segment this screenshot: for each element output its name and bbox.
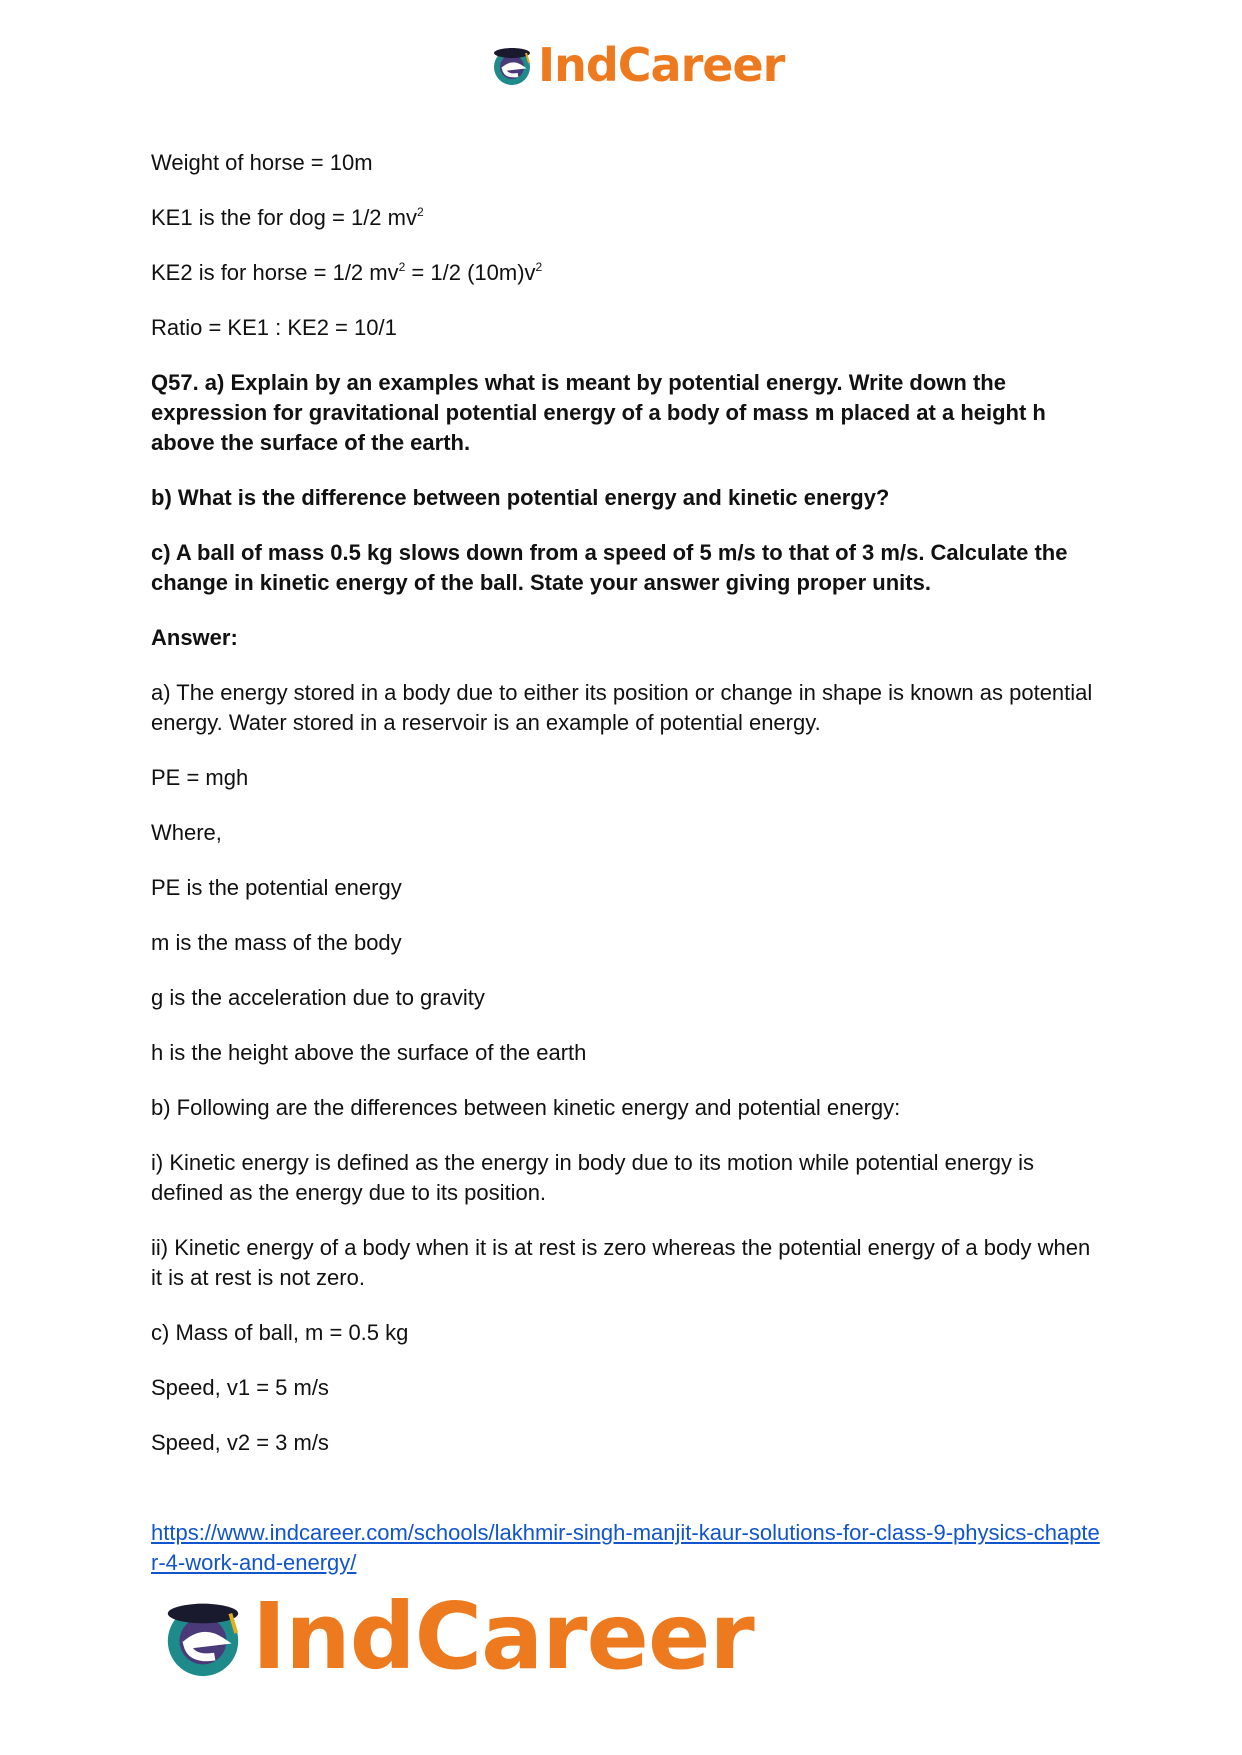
question-part-a: Q57. a) Explain by an examples what is meant by potential energy. Write down the expression for gravitational potential energy of a body of mass m placed at a height h above the surface of the earth. (151, 370, 1046, 455)
header-logo (490, 36, 784, 94)
definition-item: m is the mass of the body (151, 930, 402, 955)
definition-item: g is the acceleration due to gravity (151, 985, 485, 1010)
footer-logo-text: IndCareer (252, 1583, 754, 1690)
definition-item: h is the height above the surface of the earth (151, 1040, 587, 1065)
answer-where: Where, (151, 820, 222, 845)
ke1-line: KE1 is the for dog = 1/2 $mv^2$ (151, 205, 424, 230)
ke2-line: KE2 is for horse = 1/2 $mv^2 = 1/2$ $(10m)v^2$ (151, 260, 543, 285)
answer-a-intro: a) The energy stored in a body due to either its position or change in shape is known as potential energy. Water stored in a reservoir is an example of potential energy. (151, 680, 1093, 735)
answer-c-line: c) Mass of ball, m = 0.5 kg (151, 1320, 409, 1345)
answer-heading: Answer: (151, 625, 238, 650)
answer-b-intro: b) Following are the differences between kinetic energy and potential energy: (151, 1095, 901, 1120)
question-part-b: b) What is the difference between potential energy and kinetic energy? (151, 485, 890, 510)
answer-formula: PE = mgh (151, 765, 249, 790)
definition-item: PE is the potential energy (151, 875, 402, 900)
difference-point: i) Kinetic energy is defined as the energy in body due to its motion while potential energy is defined as the energy due to its position. (151, 1150, 1034, 1205)
horse-weight-line: Weight of horse = 10m (151, 150, 373, 175)
graduation-cap-books-e-icon (490, 43, 534, 87)
source-link[interactable]: https://www.indcareer.com/schools/lakhmir-singh-manjit-kaur-solutions-for-class-9-physics-chapter-4-work-and-energy/ (151, 1520, 1100, 1575)
footer-logo (160, 1582, 754, 1692)
document-body (151, 148, 1101, 1483)
difference-point: ii) Kinetic energy of a body when it is at rest is zero whereas the potential energy of a body when it is at rest is not zero. (151, 1235, 1091, 1290)
answer-c-line: Speed, v1 = 5 m/s (151, 1375, 329, 1400)
ratio-line: Ratio = KE1 : KE2 = 10/1 (151, 315, 397, 340)
question-part-c: c) A ball of mass 0.5 kg slows down from a speed of 5 m/s to that of 3 m/s. Calculate the change in kinetic energy of the ball. State your answer giving proper units. (151, 540, 1068, 595)
header-logo-text: IndCareer (538, 38, 785, 92)
answer-c-line: Speed, v2 = 3 m/s (151, 1430, 329, 1455)
graduation-cap-books-e-icon (160, 1594, 246, 1680)
